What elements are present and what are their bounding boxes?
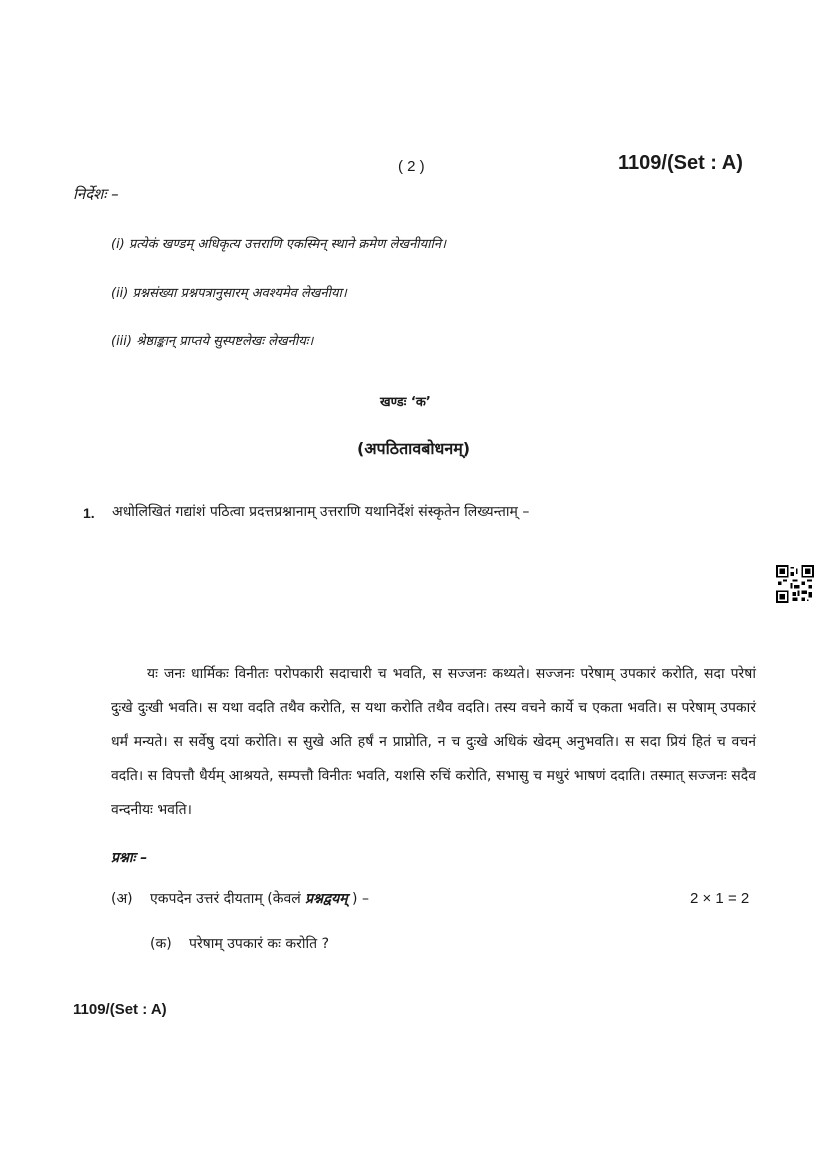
paper-code-footer: 1109/(Set : A) xyxy=(73,1001,167,1018)
part-a-label: (अ) xyxy=(111,891,133,907)
instruction-item-3: (iii) श्रेष्ठाङ्कान् प्राप्तये सुस्पष्टलेखः लेखनीयः। xyxy=(111,334,314,349)
section-subtitle: (अपठितावबोधनम्) xyxy=(357,439,471,458)
instruction-item-1: (i) प्रत्येकं खण्डम् अधिकृत्य उत्तराणि एकस्मिन् स्थाने क्रमेण लेखनीयानि। xyxy=(111,237,447,252)
part-a-text-before: एकपदेन उत्तरं दीयताम् (केवलं xyxy=(150,891,306,907)
question-instruction: अधोलिखितं गद्यांशं पठित्वा प्रदत्तप्रश्नानाम् उत्तराणि यथानिर्देशं संस्कृतेन लिख्यन्ताम् – xyxy=(112,504,530,520)
section-title: खण्डः ‘क’ xyxy=(380,395,431,410)
page-number: ( 2 ) xyxy=(398,158,425,175)
part-k-label: (क) xyxy=(150,936,172,952)
questions-heading: प्रश्नाः – xyxy=(111,850,148,866)
paper-code-header: 1109/(Set : A) xyxy=(618,152,743,174)
part-k-question: परेषाम् उपकारं कः करोति ? xyxy=(189,936,330,952)
qr-code-icon xyxy=(776,565,814,603)
directions-heading: निर्देशः – xyxy=(73,185,119,203)
part-a-text-after: ) – xyxy=(347,891,369,907)
instruction-item-2: (ii) प्रश्नसंख्या प्रश्नपत्रानुसारम् अवश्यमेव लेखनीया। xyxy=(111,286,347,301)
part-a-instruction xyxy=(150,889,369,908)
part-a-marks: 2 × 1 = 2 xyxy=(690,890,750,907)
reading-passage: यः जनः धार्मिकः विनीतः परोपकारी सदाचारी च भवति, स सज्जनः कथ्यते। सज्जनः परेषाम् उपकारं करोति, सदा परेषां दुःखे दुःखी भवति। स यथा वदति तथैव करोति, स यथा करोति तथैव वदति। तस्य वचने कार्ये च एकता भवति। स परेषाम् उपकारं धर्मं मन्यते। स सर्वेषु दयां करोति। स सुखे अति हर्षं न प्राप्नोति, न च दुःखे अधिकं खेदम् अनुभवति। स सदा प्रियं हितं च वचनं वदति। स विपत्तौ धैर्यम् आश्रयते, सम्पत्तौ विनीतः भवति, यशसि रुचिं करोति, सभासु च मधुरं भाषणं ददाति। तस्मात् सज्जनः सदैव वन्दनीयः भवति। xyxy=(111,666,756,818)
part-a-emphasis: प्रश्नद्वयम् xyxy=(305,891,348,907)
question-number: 1. xyxy=(83,505,95,521)
